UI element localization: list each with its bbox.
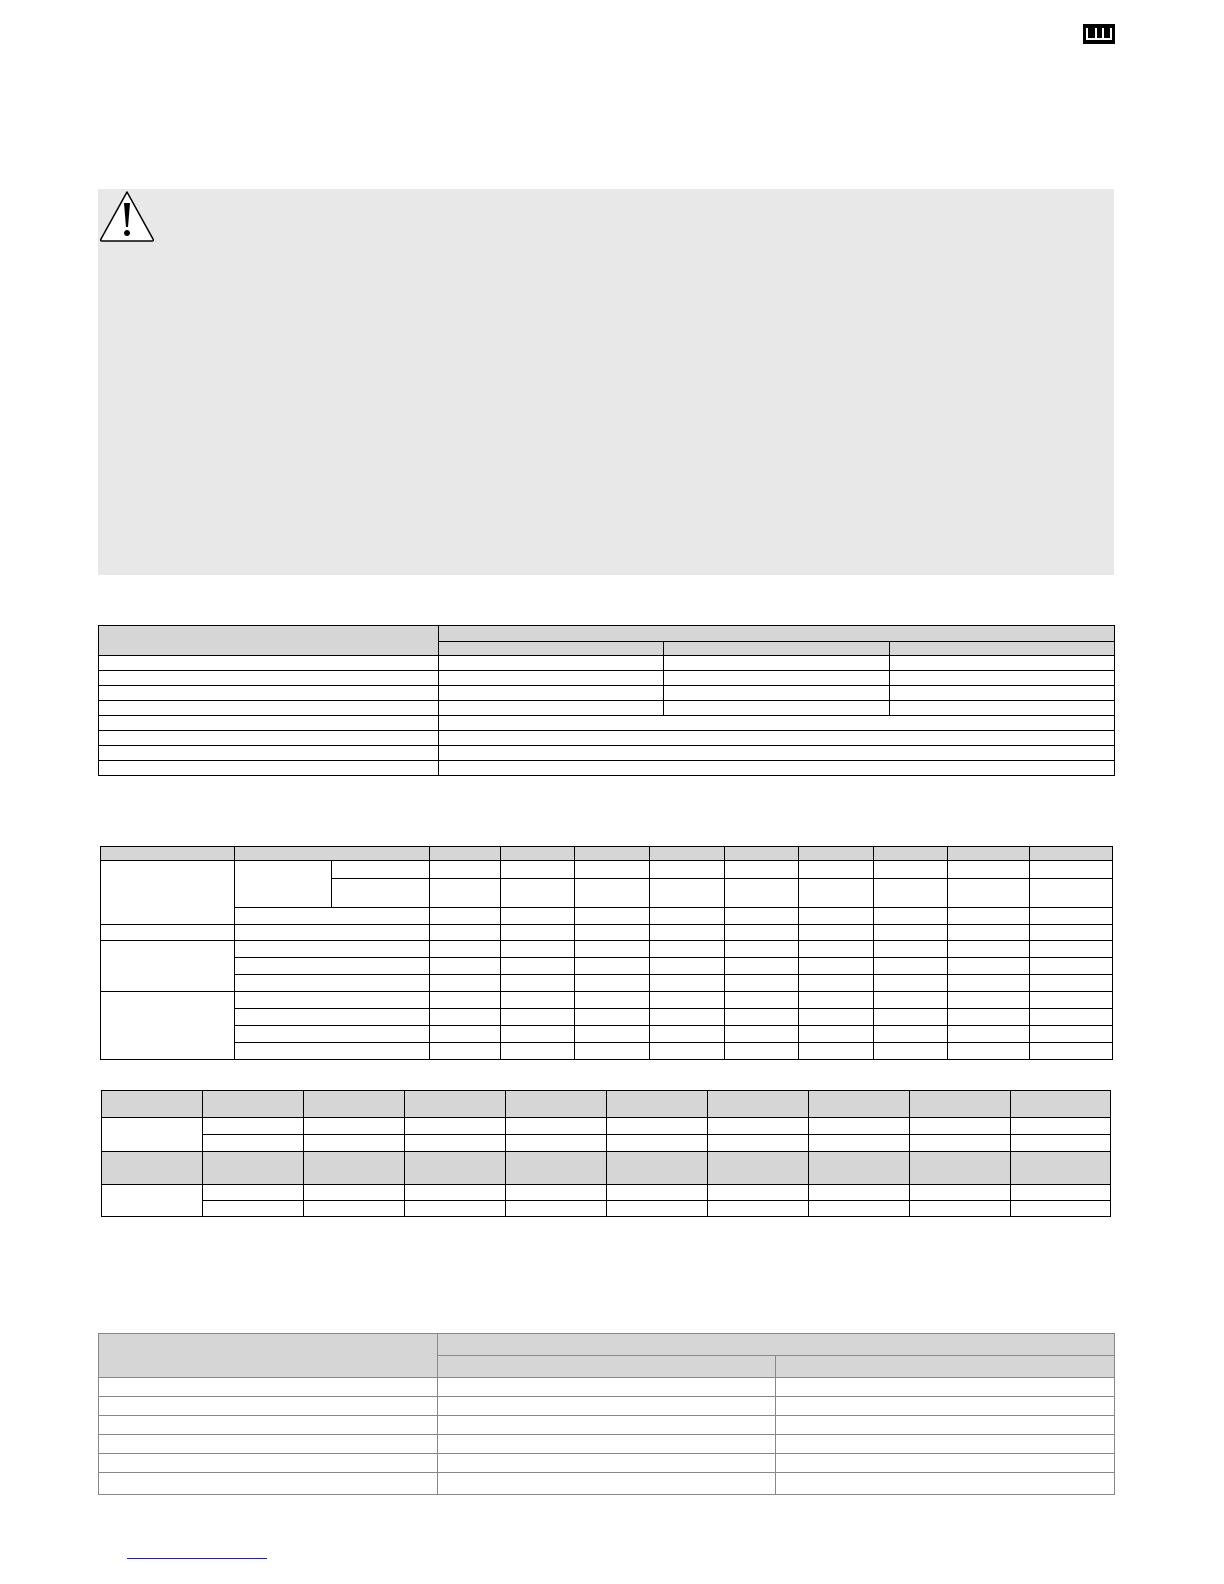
table-row <box>99 746 1115 761</box>
table-row <box>99 1416 1115 1435</box>
table-row <box>102 1118 1111 1135</box>
table-row <box>99 671 1115 686</box>
table-row <box>101 1026 1113 1043</box>
table-row <box>101 925 1113 941</box>
table-row <box>101 958 1113 975</box>
table-header-cell <box>439 626 1115 642</box>
footer-link[interactable] <box>127 1558 267 1559</box>
table-row <box>99 686 1115 701</box>
table-row <box>99 1454 1115 1473</box>
table-3 <box>101 1090 1111 1217</box>
table-row <box>99 656 1115 671</box>
table-1 <box>98 625 1115 776</box>
table-row <box>99 1435 1115 1454</box>
table-row <box>99 731 1115 746</box>
warning-box <box>98 189 1114 575</box>
table-row <box>102 1185 1111 1201</box>
weg-logo-icon <box>1083 24 1115 44</box>
table-row <box>102 1201 1111 1217</box>
warning-triangle-icon <box>98 189 156 243</box>
table-row <box>99 1473 1115 1495</box>
table-row <box>99 716 1115 731</box>
table-2 <box>100 846 1113 1060</box>
table-header-cell <box>99 626 439 656</box>
table-row <box>99 1378 1115 1397</box>
table-row <box>99 701 1115 716</box>
table-row <box>101 992 1113 1009</box>
table-row <box>101 861 1113 879</box>
table-row <box>101 1009 1113 1026</box>
table-row <box>101 1043 1113 1060</box>
table-row <box>99 1397 1115 1416</box>
table-4 <box>98 1333 1115 1495</box>
table-row <box>101 908 1113 925</box>
table-row <box>101 975 1113 992</box>
table-row <box>102 1135 1111 1152</box>
table-row <box>99 761 1115 776</box>
table-row <box>101 941 1113 958</box>
